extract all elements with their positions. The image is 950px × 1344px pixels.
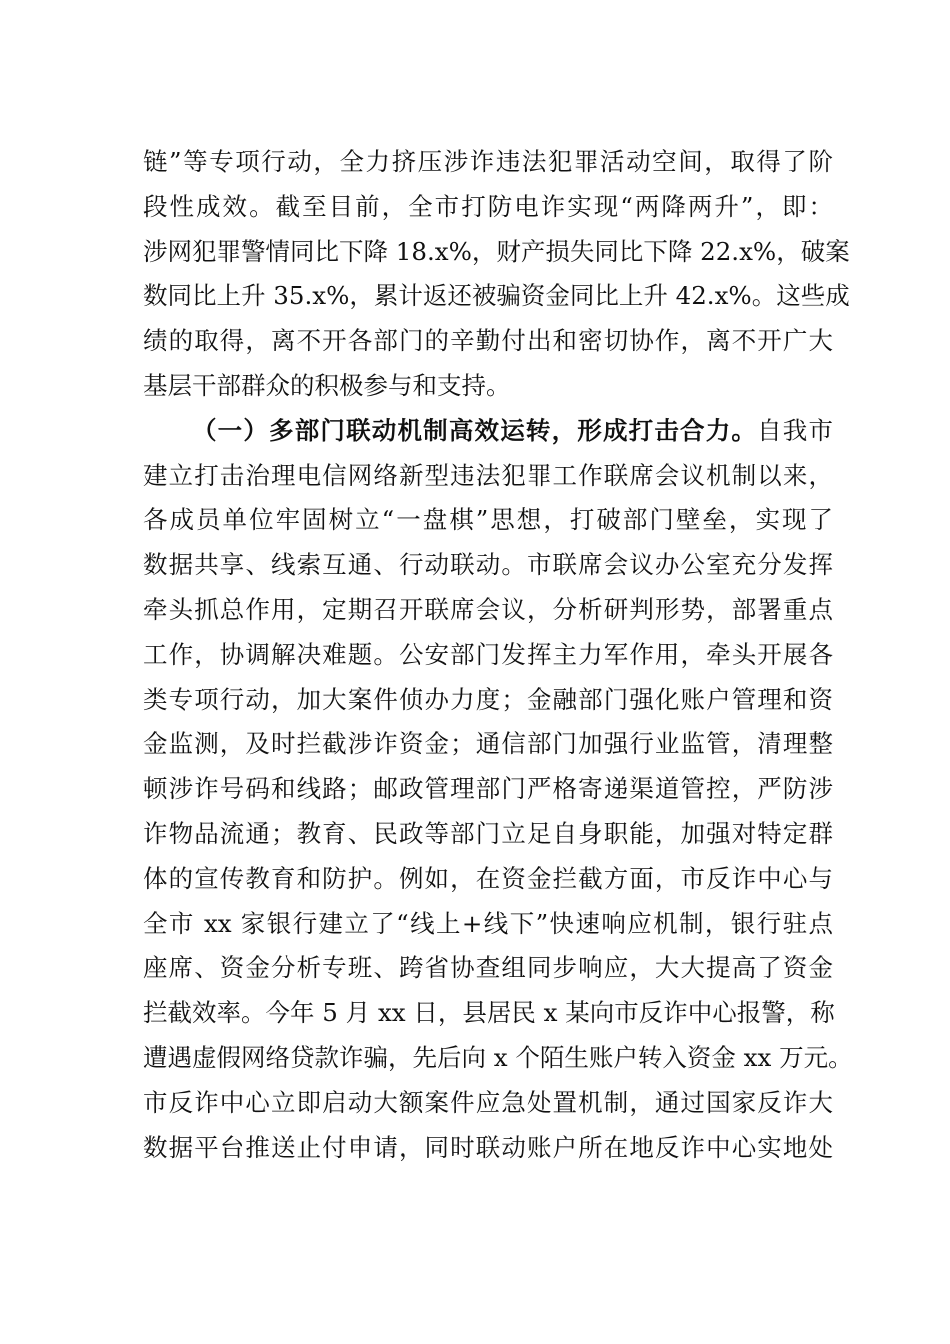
- document-body: [143, 140, 853, 1170]
- paragraph-1: [143, 140, 850, 409]
- text-line: 体的宣传教育和防护。例如，在资金拦截方面，市反诈中心与: [143, 863, 833, 893]
- text-line: 全市 xx 家银行建立了“线上+线下”快速响应机制，银行驻点: [143, 908, 833, 938]
- paragraph-first-line: [143, 409, 833, 454]
- text-line: 顿涉诈号码和线路；邮政管理部门严格寄递渠道管控，严防涉: [143, 774, 833, 804]
- text-line: 涉网犯罪警情同比下降 18.x%，财产损失同比下降 22.x%，破案: [143, 236, 850, 266]
- text-line: 座席、资金分析专班、跨省协查组同步响应，大大提高了资金: [143, 953, 833, 983]
- text-line: 金监测，及时拦截涉诈资金；通信部门加强行业监管，清理整: [143, 729, 833, 759]
- text-line: 数同比上升 35.x%，累计返还被骗资金同比上升 42.x%。这些成: [143, 281, 850, 311]
- section-heading: （一）多部门联动机制高效运转，形成打击合力。: [192, 415, 758, 445]
- text-line: 牵头抓总作用，定期召开联席会议，分析研判形势，部署重点: [143, 594, 833, 624]
- text-line: 各成员单位牢固树立“一盘棋”思想，打破部门壁垒，实现了: [143, 505, 833, 535]
- text-line: 基层干部群众的积极参与和支持。: [143, 370, 511, 400]
- text-line: 遭遇虚假网络贷款诈骗，先后向 x 个陌生账户转入资金 xx 万元。: [143, 1042, 853, 1072]
- text-line: 数据共享、线索互通、行动联动。市联席会议办公室充分发挥: [143, 550, 833, 580]
- text-line: 建立打击治理电信网络新型违法犯罪工作联席会议机制以来，: [143, 460, 833, 490]
- text-line: 数据平台推送止付申请，同时联动账户所在地反诈中心实地处: [143, 1132, 833, 1162]
- text-line: 类专项行动，加大案件侦办力度；金融部门强化账户管理和资: [143, 684, 833, 714]
- text-line: 段性成效。截至目前，全市打防电诈实现“两降两升”，即：: [143, 191, 833, 221]
- text-line: 工作，协调解决难题。公安部门发挥主力军作用，牵头开展各: [143, 639, 833, 669]
- paragraph-2: [143, 409, 853, 1171]
- text-segment: 自我市: [757, 415, 833, 445]
- text-line: 诈物品流通；教育、民政等部门立足自身职能，加强对特定群: [143, 818, 833, 848]
- text-line: 绩的取得，离不开各部门的辛勤付出和密切协作，离不开广大: [143, 326, 833, 356]
- text-line: 市反诈中心立即启动大额案件应急处置机制，通过国家反诈大: [143, 1087, 833, 1117]
- text-line: 链”等专项行动，全力挤压涉诈违法犯罪活动空间，取得了阶: [143, 147, 833, 176]
- text-line: 拦截效率。今年 5 月 xx 日，县居民 x 某向市反诈中心报警，称: [143, 998, 835, 1028]
